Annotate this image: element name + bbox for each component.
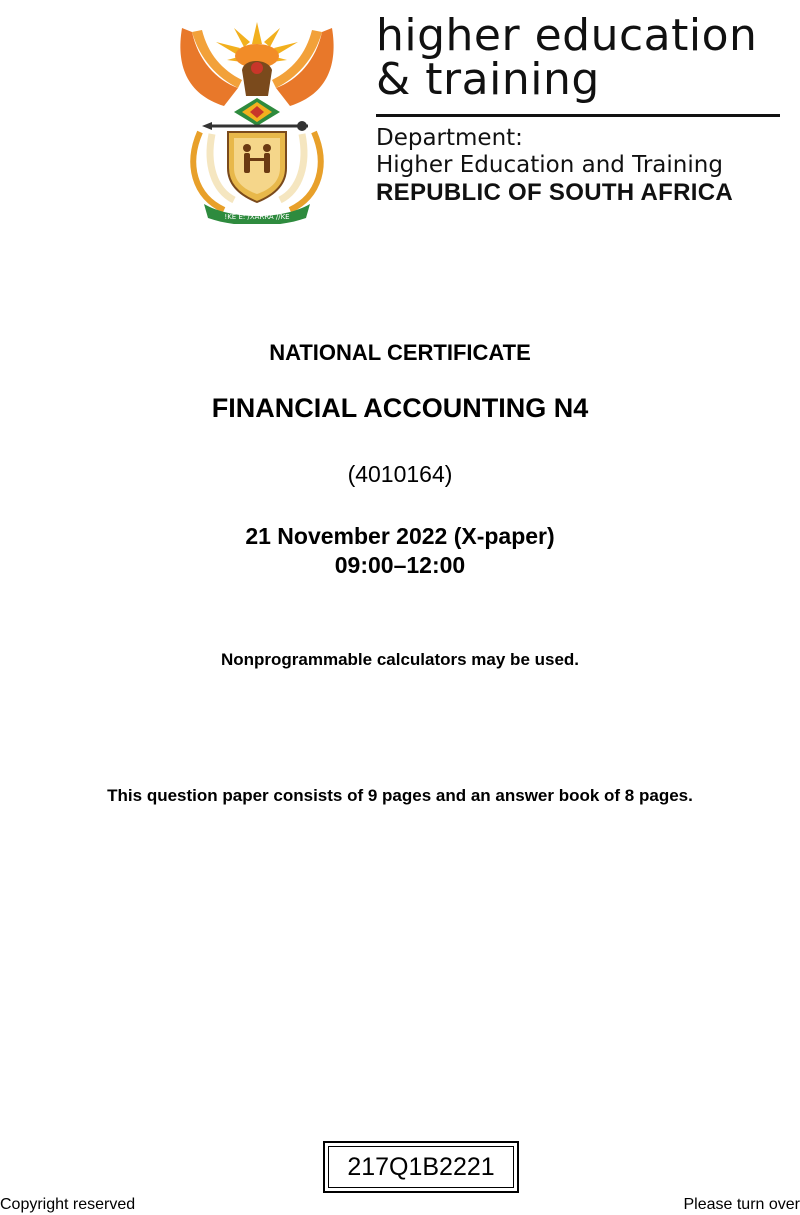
coat-of-arms-logo xyxy=(172,14,342,224)
certificate-heading: NATIONAL CERTIFICATE xyxy=(269,340,531,365)
copyright-notice: Copyright reserved xyxy=(0,1196,136,1213)
exam-date-time xyxy=(0,522,800,580)
exam-time: 09:00–12:00 xyxy=(334,552,466,578)
department-branding xyxy=(376,10,786,207)
department-name: Higher Education and Training xyxy=(376,152,723,178)
subject-code: (4010164) xyxy=(347,461,453,487)
paper-code-box xyxy=(323,1141,519,1193)
brand-title-line2: & training xyxy=(376,54,600,105)
page-count-info: This question paper consists of 9 pages and an answer book of 8 pages. xyxy=(107,786,693,805)
brand-divider xyxy=(376,114,780,117)
crest-motto: !KE E: /XARRA //KE xyxy=(224,213,290,221)
brand-title-line1: higher education xyxy=(376,10,758,61)
exam-date: 21 November 2022 (X-paper) xyxy=(245,523,555,549)
coat-of-arms-icon xyxy=(172,14,342,224)
subject-title: FINANCIAL ACCOUNTING N4 xyxy=(211,393,589,423)
turn-over-notice: Please turn over xyxy=(683,1196,800,1213)
paper-code: 217Q1B2221 xyxy=(328,1146,514,1188)
department-label: Department: xyxy=(376,125,523,151)
calculator-instruction: Nonprogrammable calculators may be used. xyxy=(220,650,580,669)
country-name: REPUBLIC OF SOUTH AFRICA xyxy=(376,179,733,206)
